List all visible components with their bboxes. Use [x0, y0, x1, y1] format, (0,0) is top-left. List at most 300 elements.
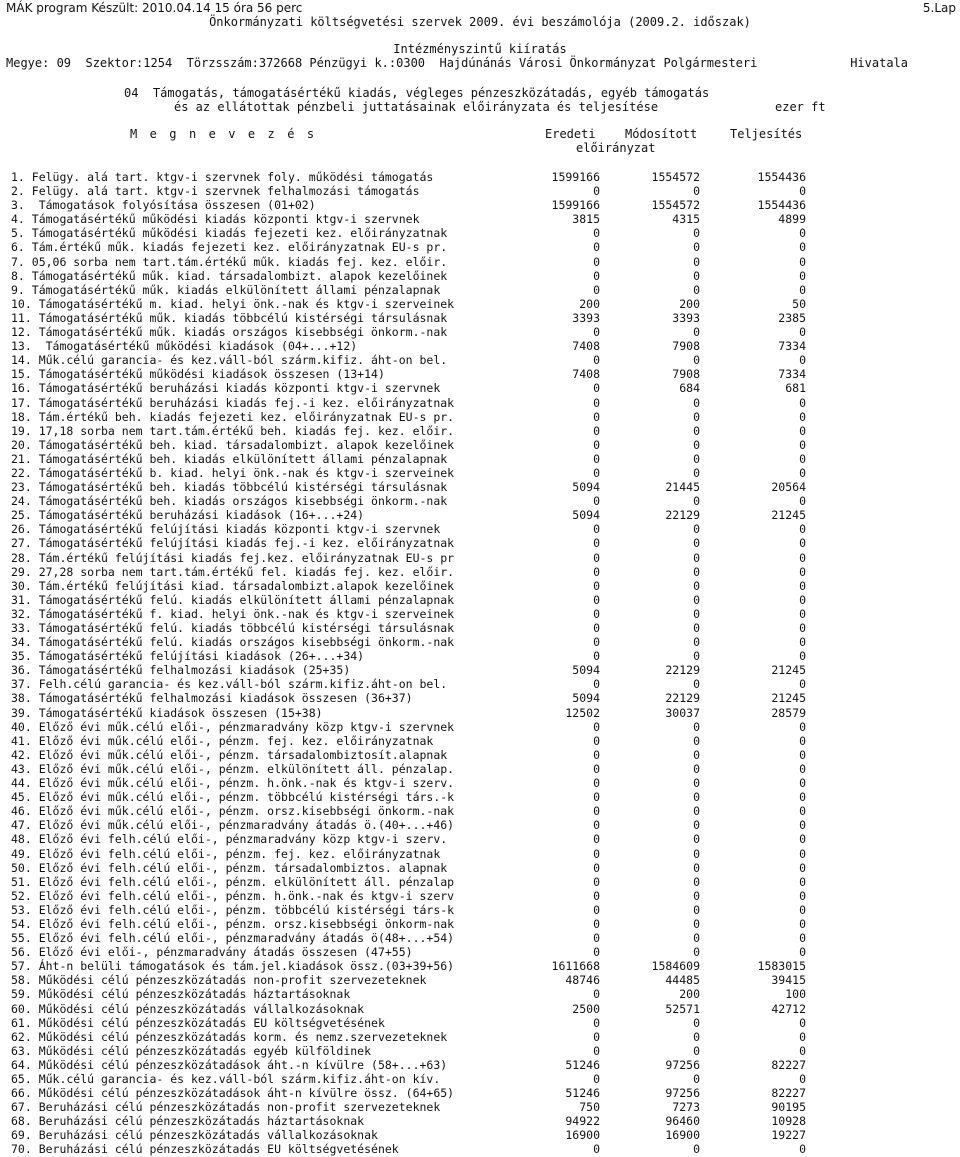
table-row — [0, 311, 960, 325]
row-modified: 0 — [693, 564, 700, 579]
table-row — [0, 959, 960, 973]
row-original: 0 — [593, 747, 600, 762]
row-original: 1611668 — [551, 959, 600, 974]
row-actual: 7334 — [778, 339, 806, 354]
row-original: 0 — [593, 536, 600, 551]
row-label: 54. Előző évi felh.célú elői-, pénzm. orsz.kisebbségi önkorm-nak — [11, 916, 455, 931]
table-row — [0, 663, 960, 677]
table-row — [0, 847, 960, 861]
county-line-right: Hivatala — [850, 56, 908, 70]
table-row — [0, 1086, 960, 1100]
row-original: 0 — [593, 550, 600, 565]
table-row — [0, 1100, 960, 1114]
table-row — [0, 1016, 960, 1030]
row-label: 45. Előző évi műk.célú elői-, pénzm. többcélú kistérségi társ.-k — [11, 790, 455, 805]
row-original: 0 — [593, 945, 600, 960]
row-actual: 0 — [799, 1029, 806, 1044]
row-label: 15. Támogatásértékű működési kiadások összesen (13+14) — [11, 367, 385, 382]
table-row — [0, 1002, 960, 1016]
row-label: 4. Támogatásértékű működési kiadás központi ktgv-i szervnek — [11, 212, 420, 227]
table-row — [0, 424, 960, 438]
row-actual: 0 — [799, 635, 806, 650]
row-original: 0 — [593, 522, 600, 537]
row-modified: 0 — [693, 818, 700, 833]
table-row — [0, 973, 960, 987]
row-modified: 0 — [693, 649, 700, 664]
table-row — [0, 945, 960, 959]
row-label: 52. Előző évi felh.célú elői-, pénzm. h.önk.-nak és ktgv-i szerv — [11, 888, 455, 903]
row-label: 67. Beruházási célú pénzeszközátadás non-profit szervezeteknek — [11, 1100, 441, 1115]
row-label: 6. Tám.értékű műk. kiadás fejezeti kez. előirányzatnak EU-s pr. — [11, 240, 448, 255]
row-original: 0 — [593, 832, 600, 847]
row-original: 0 — [593, 931, 600, 946]
table-row — [0, 283, 960, 297]
row-original: 0 — [593, 254, 600, 269]
row-modified: 0 — [693, 226, 700, 241]
row-actual: 0 — [799, 423, 806, 438]
row-label: 1. Felügy. alá tart. ktgv-i szervnek foly. működési támogatás — [11, 170, 434, 184]
row-original: 0 — [593, 1072, 600, 1086]
row-modified: 0 — [693, 240, 700, 255]
row-actual: 0 — [799, 325, 806, 340]
row-modified: 0 — [693, 184, 700, 199]
row-actual: 0 — [799, 733, 806, 748]
row-label: 66. Működési célú pénzeszközátadások áht-n kívülre össz. (64+65) — [11, 1086, 455, 1101]
row-label: 56. Előző évi elői-, pénzmaradvány átadás összesen (47+55) — [11, 945, 413, 960]
row-original: 51246 — [565, 1086, 600, 1101]
row-actual: 0 — [799, 804, 806, 819]
row-actual: 1583015 — [757, 959, 806, 974]
row-actual: 21245 — [771, 691, 806, 706]
row-modified: 0 — [693, 395, 700, 410]
row-modified: 0 — [693, 465, 700, 480]
table-row — [0, 677, 960, 691]
row-original: 0 — [593, 846, 600, 861]
row-modified: 0 — [693, 931, 700, 946]
row-actual: 21245 — [771, 508, 806, 523]
column-header-name: M e g n e v e z é s — [130, 127, 317, 141]
row-actual: 0 — [799, 916, 806, 931]
row-actual: 0 — [799, 592, 806, 607]
row-original: 48746 — [565, 973, 600, 988]
row-modified: 0 — [693, 832, 700, 847]
row-actual: 0 — [799, 832, 806, 847]
row-modified: 0 — [693, 592, 700, 607]
row-label: 68. Beruházási célú pénzeszközátadás háztartásoknak — [11, 1114, 365, 1129]
row-actual: 0 — [799, 677, 806, 692]
table-row — [0, 410, 960, 424]
row-label: 33. Támogatásértékű felú. kiadás többcélú kistérségi társulásnak — [11, 621, 455, 635]
row-actual: 0 — [799, 649, 806, 664]
row-original: 0 — [593, 1142, 600, 1157]
row-original: 0 — [593, 409, 600, 424]
row-original: 0 — [593, 564, 600, 579]
row-actual: 0 — [799, 437, 806, 452]
row-label: 28. Tám.értékű felújítási kiadás fej.kez. előirányzatnak EU-s pr — [11, 550, 455, 565]
row-actual: 0 — [799, 818, 806, 833]
row-actual: 1554436 — [757, 170, 806, 184]
row-label: 3. Támogatások folyósítása összesen (01+02) — [11, 198, 316, 213]
table-row — [0, 875, 960, 889]
row-label: 46. Előző évi műk.célú elői-, pénzm. orsz.kisebbségi önkorm.-nak — [11, 804, 455, 819]
row-actual: 0 — [799, 874, 806, 889]
row-original: 0 — [593, 226, 600, 241]
row-modified: 1584609 — [651, 959, 700, 974]
column-header-original: Eredeti — [545, 127, 596, 141]
row-modified: 52571 — [665, 1001, 700, 1016]
row-label: 65. Műk.célú garancia- és kez.váll-ból szárm.kifiz.áht-on kív. — [11, 1072, 441, 1086]
row-modified: 1554572 — [651, 198, 700, 213]
table-row — [0, 184, 960, 198]
unit-label: ezer ft — [775, 100, 826, 114]
row-modified: 0 — [693, 437, 700, 452]
row-label: 61. Működési célú pénzeszközátadás EU költségvetésének — [11, 1015, 385, 1030]
row-modified: 21445 — [665, 480, 700, 495]
row-modified: 30037 — [665, 705, 700, 720]
row-original: 0 — [593, 381, 600, 396]
table-row — [0, 649, 960, 663]
row-label: 48. Előző évi felh.célú elői-, pénzmaradvány közp ktgv-i szerv. — [11, 832, 448, 847]
table-row — [0, 170, 960, 184]
row-actual: 0 — [799, 451, 806, 466]
row-actual: 100 — [785, 987, 806, 1002]
table-row — [0, 226, 960, 240]
table-row — [0, 691, 960, 705]
row-modified: 0 — [693, 888, 700, 903]
row-actual: 82227 — [771, 1086, 806, 1101]
row-modified: 22129 — [665, 691, 700, 706]
row-label: 49. Előző évi felh.célú elői-, pénzm. fej. kez. előirányzatnak — [11, 846, 441, 861]
row-actual: 0 — [799, 621, 806, 635]
row-modified: 0 — [693, 268, 700, 283]
row-actual: 19227 — [771, 1128, 806, 1143]
row-label: 13. Támogatásértékű működési kiadások (04+...+12) — [11, 339, 358, 354]
row-actual: 0 — [799, 564, 806, 579]
table-row — [0, 1072, 960, 1086]
row-actual: 4899 — [778, 212, 806, 227]
row-modified: 7273 — [672, 1100, 700, 1115]
row-label: 7. 05,06 sorba nem tart.tám.értékű műk. kiadás fej. kez. előir. — [11, 254, 448, 269]
row-modified: 22129 — [665, 663, 700, 678]
column-header-modified: Módosított — [625, 127, 698, 141]
table-row — [0, 480, 960, 494]
table-row — [0, 1128, 960, 1142]
row-original: 0 — [593, 325, 600, 340]
row-modified: 7908 — [672, 339, 700, 354]
row-modified: 684 — [679, 381, 700, 396]
row-modified: 0 — [693, 353, 700, 368]
row-label: 58. Működési célú pénzeszközátadás non-profit szervezeteknek — [11, 973, 427, 988]
row-label: 62. Működési célú pénzeszközátadás korm. és nemz.szervezeteknek — [11, 1029, 448, 1044]
level-label: Intézményszintű kiíratás — [393, 42, 567, 56]
row-modified: 0 — [693, 945, 700, 960]
row-original: 0 — [593, 494, 600, 509]
row-original: 750 — [579, 1100, 600, 1115]
row-actual: 90195 — [771, 1100, 806, 1115]
row-actual: 7334 — [778, 367, 806, 382]
row-modified: 96460 — [665, 1114, 700, 1129]
row-original: 0 — [593, 395, 600, 410]
table-row — [0, 198, 960, 212]
table-row — [0, 917, 960, 931]
row-original: 1599166 — [551, 170, 600, 184]
row-modified: 0 — [693, 409, 700, 424]
row-original: 0 — [593, 240, 600, 255]
row-actual: 0 — [799, 465, 806, 480]
row-original: 5094 — [572, 691, 600, 706]
row-actual: 0 — [799, 240, 806, 255]
row-label: 25. Támogatásértékű beruházási kiadások (16+...+24) — [11, 508, 365, 523]
table-row — [0, 832, 960, 846]
row-label: 32. Támogatásértékű f. kiad. helyi önk.-nak és ktgv-i szerveinek — [11, 606, 455, 621]
row-modified: 0 — [693, 423, 700, 438]
row-actual: 0 — [799, 578, 806, 593]
table-row — [0, 804, 960, 818]
row-original: 3815 — [572, 212, 600, 227]
row-original: 51246 — [565, 1057, 600, 1072]
row-modified: 200 — [679, 987, 700, 1002]
row-original: 0 — [593, 916, 600, 931]
row-original: 0 — [593, 1043, 600, 1058]
row-actual: 10928 — [771, 1114, 806, 1129]
row-actual: 681 — [785, 381, 806, 396]
row-label: 29. 27,28 sorba nem tart.tám.értékű fel. kiadás fej. kez. előir. — [11, 564, 455, 579]
row-modified: 0 — [693, 1072, 700, 1086]
row-label: 57. Áht-n belüli támogatások és tám.jel.kiadások össz.(03+39+56) — [11, 959, 455, 974]
table-row — [0, 889, 960, 903]
table-row — [0, 1058, 960, 1072]
row-original: 0 — [593, 987, 600, 1002]
table-row — [0, 1114, 960, 1128]
row-actual: 0 — [799, 945, 806, 960]
row-label: 47. Előző évi műk.célú elői-, pénzmaradvány átadás ö.(40+...+46) — [11, 818, 455, 833]
row-label: 59. Működési célú pénzeszközátadás háztartásoknak — [11, 987, 351, 1002]
row-label: 40. Előző évi műk.célú elői-, pénzmaradvány közp ktgv-i szervnek — [11, 719, 455, 734]
row-label: 5. Támogatásértékű működési kiadás fejezeti kez. előirányzatnak — [11, 226, 448, 241]
row-modified: 0 — [693, 325, 700, 340]
row-modified: 0 — [693, 550, 700, 565]
row-modified: 0 — [693, 902, 700, 917]
row-label: 21. Támogatásértékű beh. kiadás elkülönített állami pénzalapnak — [11, 451, 448, 466]
row-original: 0 — [593, 282, 600, 297]
table-row — [0, 748, 960, 762]
table-row — [0, 903, 960, 917]
column-header-actual: Teljesítés — [730, 127, 803, 141]
row-original: 0 — [593, 888, 600, 903]
row-label: 10. Támogatásértékű m. kiad. helyi önk.-nak és ktgv-i szerveinek — [11, 296, 455, 311]
row-label: 63. Működési célú pénzeszközátadás egyéb külföldinek — [11, 1043, 372, 1058]
table-row — [0, 818, 960, 832]
table-row — [0, 607, 960, 621]
row-label: 35. Támogatásértékű felújítási kiadások (26+...+34) — [11, 649, 365, 664]
row-label: 41. Előző évi műk.célú elői-, pénzm. fej. kez. előirányzatnak — [11, 733, 434, 748]
table-row — [0, 494, 960, 508]
row-original: 200 — [579, 296, 600, 311]
row-label: 22. Támogatásértékű b. kiad. helyi önk.-nak és ktgv-i szerveinek — [11, 465, 455, 480]
section-title-line2: és az ellátottak pénzbeli juttatásainak előirányzata és teljesítése — [174, 100, 659, 114]
county-line: Megye: 09 Szektor:1254 Törzsszám:372668 Pénzügyi k.:0300 Hajdúnánás Városi Önkormányzat Polgármesteri — [6, 56, 758, 70]
row-actual: 0 — [799, 184, 806, 199]
table-row — [0, 269, 960, 283]
row-label: 26. Támogatásértékű felújítási kiadás központi ktgv-i szervnek — [11, 522, 441, 537]
row-original: 0 — [593, 874, 600, 889]
table-row — [0, 212, 960, 226]
row-modified: 0 — [693, 1015, 700, 1030]
row-original: 16900 — [565, 1128, 600, 1143]
row-original: 0 — [593, 649, 600, 664]
row-actual: 0 — [799, 254, 806, 269]
row-modified: 0 — [693, 677, 700, 692]
row-actual: 0 — [799, 395, 806, 410]
row-modified: 0 — [693, 635, 700, 650]
row-modified: 44485 — [665, 973, 700, 988]
row-actual: 0 — [799, 522, 806, 537]
row-label: 55. Előző évi felh.célú elői-, pénzmaradvány átadás ö(48+...+54) — [11, 931, 455, 946]
row-original: 0 — [593, 761, 600, 776]
row-label: 42. Előző évi műk.célú elői-, pénzm. társadalombiztosít.alapnak — [11, 747, 448, 762]
row-actual: 0 — [799, 268, 806, 283]
row-modified: 0 — [693, 790, 700, 805]
row-actual: 0 — [799, 282, 806, 297]
row-label: 9. Támogatásértékű műk. kiadás elkülönített állami pénzalapnak — [11, 282, 441, 297]
row-modified: 0 — [693, 846, 700, 861]
row-actual: 0 — [799, 409, 806, 424]
row-original: 0 — [593, 635, 600, 650]
table-row — [0, 593, 960, 607]
table-row — [0, 776, 960, 790]
row-actual: 0 — [799, 1015, 806, 1030]
table-row — [0, 240, 960, 254]
row-label: 50. Előző évi felh.célú elői-, pénzm. társadalombiztos. alapnak — [11, 860, 448, 875]
row-modified: 0 — [693, 494, 700, 509]
row-original: 5094 — [572, 508, 600, 523]
row-label: 16. Támogatásértékű beruházási kiadás központi ktgv-i szervnek — [11, 381, 441, 396]
row-modified: 0 — [693, 804, 700, 819]
row-original: 0 — [593, 578, 600, 593]
table-row — [0, 931, 960, 945]
row-original: 7408 — [572, 339, 600, 354]
row-original: 0 — [593, 902, 600, 917]
row-modified: 0 — [693, 254, 700, 269]
row-modified: 0 — [693, 761, 700, 776]
row-label: 44. Előző évi műk.célú elői-, pénzm. h.önk.-nak és ktgv-i szerv. — [11, 776, 455, 791]
row-actual: 2385 — [778, 310, 806, 325]
row-actual: 42712 — [771, 1001, 806, 1016]
table-row — [0, 297, 960, 311]
section-title-line1: 04 Támogatás, támogatásértékű kiadás, végleges pénzeszközátadás, egyéb támogatás — [124, 86, 710, 100]
row-modified: 4315 — [672, 212, 700, 227]
row-original: 94922 — [565, 1114, 600, 1129]
row-modified: 0 — [693, 733, 700, 748]
table-row — [0, 255, 960, 269]
row-modified: 0 — [693, 916, 700, 931]
row-original: 0 — [593, 268, 600, 283]
table-row — [0, 1044, 960, 1058]
row-actual: 20564 — [771, 480, 806, 495]
row-actual: 0 — [799, 494, 806, 509]
row-label: 36. Támogatásértékű felhalmozási kiadások (25+35) — [11, 663, 351, 678]
table-row — [0, 565, 960, 579]
row-original: 0 — [593, 423, 600, 438]
table-row — [0, 367, 960, 381]
row-modified: 97256 — [665, 1086, 700, 1101]
row-actual: 0 — [799, 550, 806, 565]
row-actual: 0 — [799, 1043, 806, 1058]
row-original: 5094 — [572, 663, 600, 678]
row-modified: 22129 — [665, 508, 700, 523]
row-actual: 0 — [799, 606, 806, 621]
row-label: 53. Előző évi felh.célú elői-, pénzm. többcélú kistérségi társ-k — [11, 902, 455, 917]
table-row — [0, 762, 960, 776]
row-original: 0 — [593, 184, 600, 199]
table-row — [0, 452, 960, 466]
row-actual: 0 — [799, 747, 806, 762]
row-actual: 0 — [799, 761, 806, 776]
table-row — [0, 508, 960, 522]
row-original: 1599166 — [551, 198, 600, 213]
row-original: 0 — [593, 677, 600, 692]
row-modified: 3393 — [672, 310, 700, 325]
row-original: 0 — [593, 606, 600, 621]
row-modified: 1554572 — [651, 170, 700, 184]
table-row — [0, 438, 960, 452]
page-number: 5.Lap — [922, 1, 956, 15]
row-original: 0 — [593, 353, 600, 368]
program-stamp: MÁK program Készült: 2010.04.14 15 óra 56 perc — [6, 1, 303, 15]
row-label: 11. Támogatásértékű műk. kiadás többcélú kistérségi társulásnak — [11, 310, 448, 325]
row-original: 0 — [593, 437, 600, 452]
row-actual: 0 — [799, 353, 806, 368]
row-original: 0 — [593, 790, 600, 805]
table-row — [0, 635, 960, 649]
row-modified: 0 — [693, 747, 700, 762]
row-actual: 0 — [799, 846, 806, 861]
row-actual: 0 — [799, 1072, 806, 1086]
table-row — [0, 522, 960, 536]
row-actual: 0 — [799, 536, 806, 551]
row-modified: 0 — [693, 522, 700, 537]
row-original: 0 — [593, 776, 600, 791]
row-modified: 0 — [693, 719, 700, 734]
row-label: 38. Támogatásértékű felhalmozási kiadások összesen (36+37) — [11, 691, 413, 706]
table-row — [0, 396, 960, 410]
row-original: 0 — [593, 733, 600, 748]
row-label: 8. Támogatásértékű műk. kiad. társadalombizt. alapok kezelőinek — [11, 268, 448, 283]
row-modified: 0 — [693, 451, 700, 466]
data-table — [0, 170, 960, 1157]
table-row — [0, 734, 960, 748]
row-label: 18. Tám.értékű beh. kiadás fejezeti kez. előirányzatnak EU-s pr. — [11, 409, 455, 424]
row-label: 43. Előző évi műk.célú elői-, pénzm. elkülönített áll. pénzalap. — [11, 761, 455, 776]
row-label: 70. Beruházási célú pénzeszközátadás EU költségvetésének — [11, 1142, 399, 1157]
table-row — [0, 353, 960, 367]
row-label: 23. Támogatásértékű beh. kiadás többcélú kistérségi társulásnak — [11, 480, 448, 495]
table-row — [0, 536, 960, 550]
row-original: 3393 — [572, 310, 600, 325]
row-label: 39. Támogatásértékű kiadások összesen (15+38) — [11, 705, 323, 720]
row-actual: 0 — [799, 1142, 806, 1157]
row-label: 12. Támogatásértékű műk. kiadás országos kisebbségi önkorm.-nak — [11, 325, 448, 340]
row-actual: 0 — [799, 931, 806, 946]
report-subtitle: Önkormányzati költségvetési szervek 2009. évi beszámolója (2009.2. időszak) — [209, 15, 751, 29]
row-original: 0 — [593, 818, 600, 833]
row-label: 51. Előző évi felh.célú elői-, pénzm. elkülönített áll. pénzalap — [11, 874, 455, 889]
table-row — [0, 720, 960, 734]
row-modified: 0 — [693, 621, 700, 635]
row-modified: 7908 — [672, 367, 700, 382]
row-original: 0 — [593, 621, 600, 635]
row-original: 0 — [593, 451, 600, 466]
